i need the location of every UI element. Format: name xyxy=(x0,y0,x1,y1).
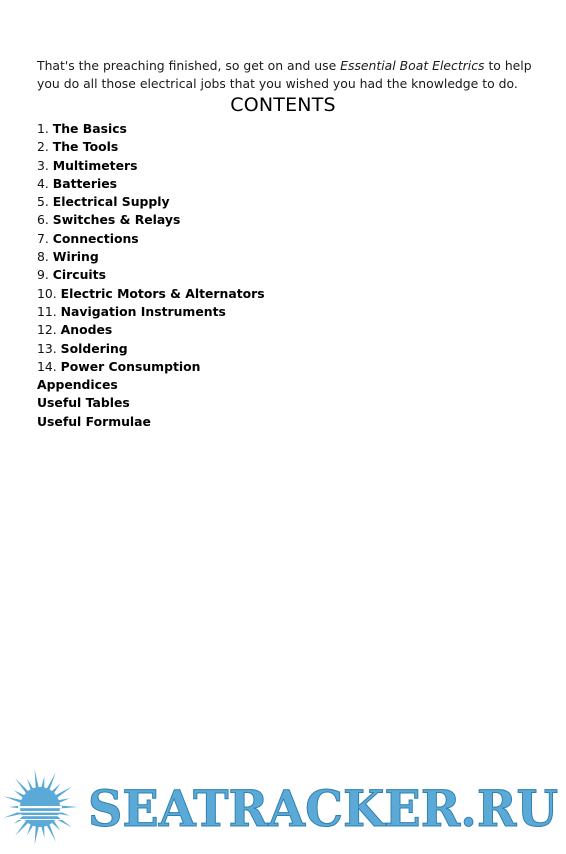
toc-title: Wiring xyxy=(52,249,99,265)
toc-number: 9. xyxy=(37,267,49,283)
toc-title: Switches & Relays xyxy=(52,212,181,228)
intro-text-after: to help you do all those electrical jobs that you wished you had the knowledge to do. xyxy=(37,58,532,91)
toc-title: Power Consumption xyxy=(60,358,201,374)
sun-ray xyxy=(35,825,40,845)
toc-number: 11. xyxy=(37,303,57,319)
toc-item[interactable] xyxy=(37,211,265,229)
toc-item[interactable] xyxy=(37,358,265,376)
toc-item[interactable] xyxy=(37,321,265,339)
toc-title: Electric Motors & Alternators xyxy=(60,285,265,301)
toc-item[interactable] xyxy=(37,138,265,156)
toc-item[interactable] xyxy=(37,230,265,248)
toc-title: Appendices xyxy=(37,377,118,393)
sun-ray xyxy=(4,796,24,803)
book-title: Essential Boat Electrics xyxy=(340,58,485,73)
toc-number: 2. xyxy=(37,139,49,155)
toc-title: Soldering xyxy=(60,340,128,356)
watermark-banner xyxy=(0,760,566,850)
toc-number: 6. xyxy=(37,212,49,228)
sun-ray xyxy=(35,769,40,789)
watermark-text: SEATRACKER.RU xyxy=(88,779,558,838)
toc-number: 10. xyxy=(37,285,57,301)
toc-title: Multimeters xyxy=(52,157,138,173)
toc-title: The Tools xyxy=(52,139,119,155)
table-of-contents xyxy=(37,120,265,431)
toc-title: Navigation Instruments xyxy=(60,303,226,319)
intro-text-before: That's the preaching finished, so get on and use xyxy=(37,58,341,73)
toc-item[interactable] xyxy=(37,266,265,284)
toc-title: Anodes xyxy=(60,322,113,338)
toc-number: 14. xyxy=(37,358,57,374)
toc-number: 7. xyxy=(37,230,49,246)
watermark-logo xyxy=(0,760,566,850)
toc-number: 1. xyxy=(37,121,49,136)
toc-item[interactable] xyxy=(37,340,265,358)
toc-item[interactable] xyxy=(37,303,265,321)
toc-title: Useful Formulae xyxy=(37,413,151,429)
toc-number: 4. xyxy=(37,175,49,191)
toc-number: 13. xyxy=(37,340,57,356)
contents-heading: CONTENTS xyxy=(230,94,336,116)
toc-number: 3. xyxy=(37,157,49,173)
toc-title: Circuits xyxy=(52,267,106,283)
toc-title: Batteries xyxy=(52,175,117,191)
toc-item[interactable] xyxy=(37,394,265,412)
toc-item[interactable] xyxy=(37,285,265,303)
toc-item[interactable] xyxy=(37,376,265,394)
toc-item[interactable] xyxy=(37,175,265,193)
toc-title: The Basics xyxy=(52,121,127,136)
toc-number: 12. xyxy=(37,322,57,338)
sun-icon xyxy=(4,769,79,844)
toc-title: Electrical Supply xyxy=(52,194,170,210)
toc-number: 5. xyxy=(37,194,49,210)
toc-item[interactable] xyxy=(37,413,265,431)
toc-item[interactable] xyxy=(37,157,265,175)
toc-number: 8. xyxy=(37,249,49,265)
toc-item[interactable] xyxy=(37,120,265,138)
toc-item[interactable] xyxy=(37,193,265,211)
toc-item[interactable] xyxy=(37,248,265,266)
toc-title: Connections xyxy=(52,230,139,246)
toc-title: Useful Tables xyxy=(37,395,130,411)
intro-paragraph xyxy=(37,57,537,93)
